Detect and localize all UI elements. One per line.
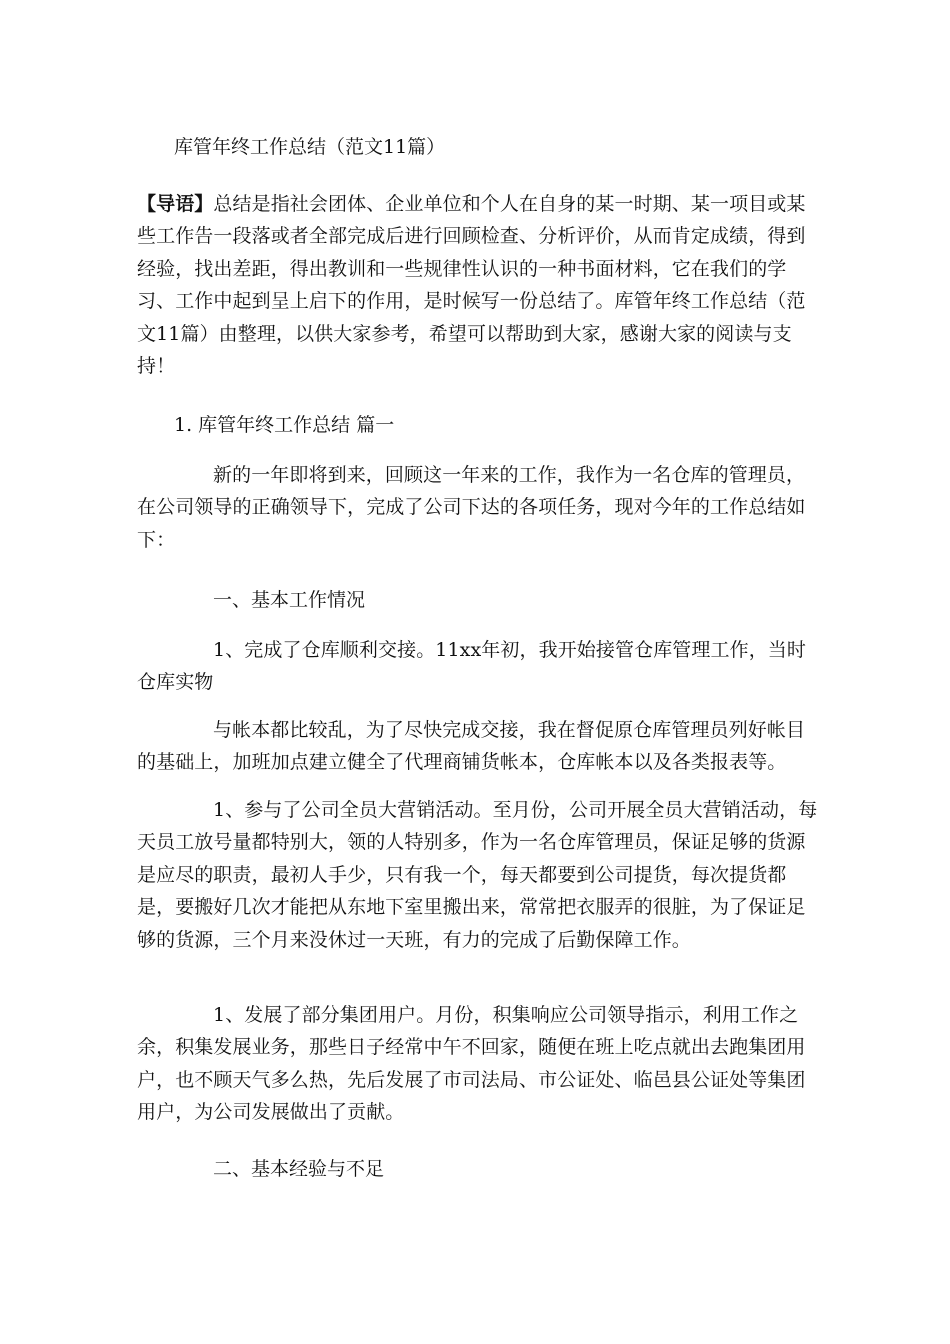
item-handover-continued: 与帐本都比较乱，为了尽快完成交接，我在督促原仓库管理员列好帐目的基础上，加班加点建立健全了代理商铺货帐本，仓库帐本以及各类报表等。: [137, 719, 806, 774]
intro-text: 总结是指社会团体、企业单位和个人在自身的某一时期、某一项目或某些工作告一段落或者全部完成后进行回顾检查、分析评价，从而肯定成绩，得到经验，找出差距，得出教训和一些规律性认识的一种书面材料，它在我们的学习、工作中起到呈上启下的作用，是时候写一份总结了。库管年终工作总结（范文11篇）由整理，以供大家参考，希望可以帮助到大家，感谢大家的阅读与支持！: [137, 193, 806, 378]
opening-paragraph: 新的一年即将到来，回顾这一年来的工作，我作为一名仓库的管理员，在公司领导的正确领导下，完成了公司下达的各项任务，现对今年的工作总结如下：: [137, 464, 806, 551]
intro-mark: 【导语】: [137, 193, 214, 215]
document-title: 库管年终工作总结（范文11篇）: [174, 136, 446, 158]
item-group-users: 1、发展了部分集团用户。月份，积集响应公司领导指示，利用工作之余，积集发展业务，那些日子经常中午不回家，随便在班上吃点就出去跑集团用户，也不顾天气多么热，先后发展了市司法局、市公证处、临邑县公证处等集团用户，为公司发展做出了贡献。: [137, 1004, 806, 1124]
intro-paragraph: [137, 188, 820, 382]
heading-basic-work: 一、基本工作情况: [213, 589, 366, 611]
item-handover: 1、完成了仓库顺利交接。11xx年初，我开始接管仓库管理工作，当时仓库实物: [137, 639, 806, 694]
section-heading: 1. 库管年终工作总结 篇一: [174, 414, 395, 436]
heading-experience: 二、基本经验与不足: [213, 1158, 385, 1180]
item-marketing: 1、参与了公司全员大营销活动。至月份，公司开展全员大营销活动，每天员工放号量都特别大，领的人特别多，作为一名仓库管理员，保证足够的货源是应尽的职责，最初人手少，只有我一个，每天都要到公司提货，每次提货都是，要搬好几次才能把从东地下室里搬出来，常常把衣服弄的很脏，为了保证足够的货源，三个月来没休过一天班，有力的完成了后勤保障工作。: [137, 799, 818, 951]
